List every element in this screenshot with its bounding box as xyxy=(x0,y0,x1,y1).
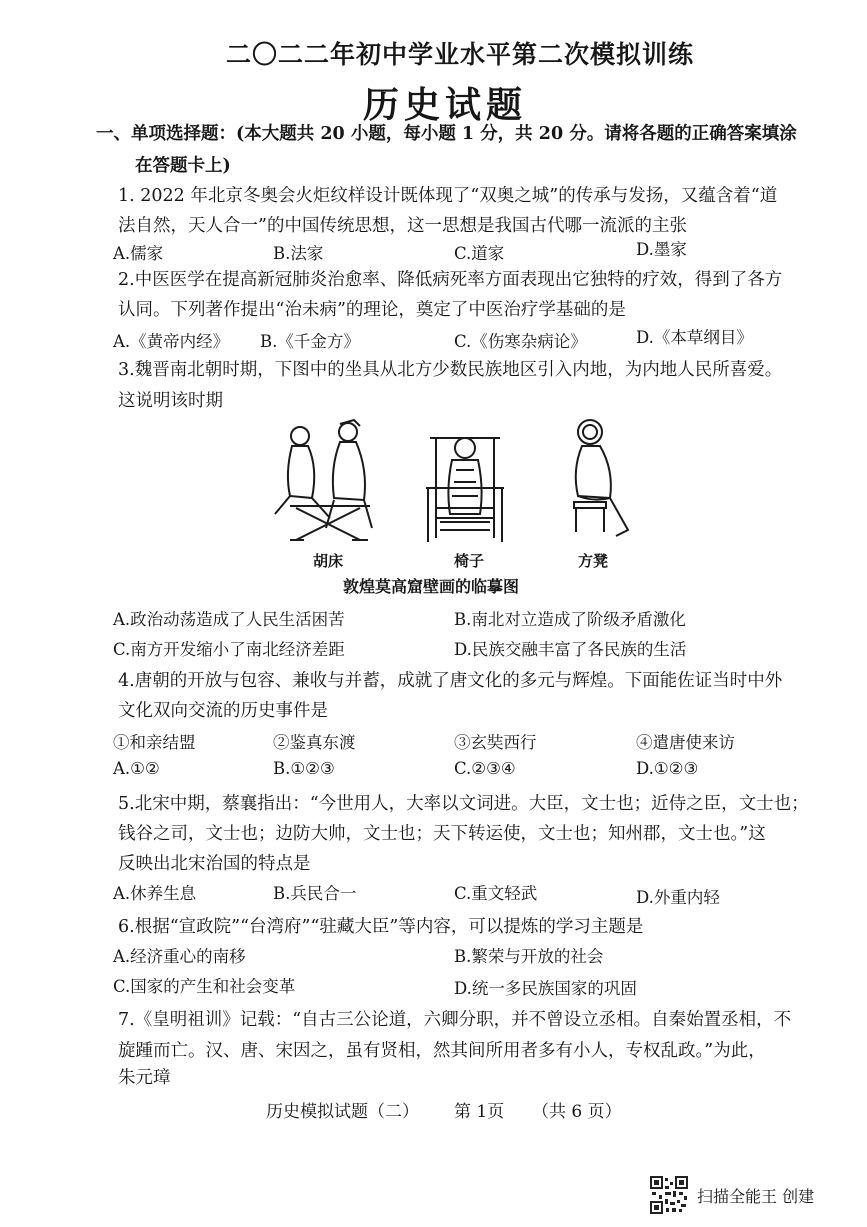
folding-stool-drawing xyxy=(275,420,372,540)
q6-stem: 6.根据“宣政院”“台湾府”“驻藏大臣”等内容，可以提炼的学习主题是 xyxy=(118,917,644,937)
q3-option-c: C.南方开发缩小了南北经济差距 xyxy=(113,640,345,659)
q5-stem-line3: 反映出北宋治国的特点是 xyxy=(118,854,311,874)
q1-option-b: B.法家 xyxy=(273,244,324,263)
q1-stem-line2: 法自然，天人合一”的中国传统思想，这一思想是我国古代哪一流派的主张 xyxy=(118,216,687,236)
q1-option-d: D.墨家 xyxy=(636,240,687,259)
q7-stem-line3: 朱元璋 xyxy=(118,1068,171,1088)
section-heading-line2: 在答题卡上) xyxy=(135,156,231,176)
section-heading: 一、单项选择题：(本大题共 20 小题，每小题 1 分，共 20 分。请将各题的正确答案填涂 xyxy=(96,124,797,144)
q1-stem-line1: 1. 2022 年北京冬奥会火炬纹样设计既体现了“双奥之城”的传承与发扬，又蕴含着“道 xyxy=(118,186,778,206)
q4-item-3: ③玄奘西行 xyxy=(454,733,537,752)
q6-option-b: B.繁荣与开放的社会 xyxy=(454,947,604,966)
q3-stem-line2: 这说明该时期 xyxy=(118,391,223,411)
q5-stem-line1: 5.北宋中期，蔡襄指出：“今世用人，大率以文词进。大臣，文士也；近侍之臣，文士也； xyxy=(118,794,809,814)
figure-label-chair: 椅子 xyxy=(454,552,485,570)
q2-option-b: B.《千金方》 xyxy=(260,332,360,351)
qr-code-icon xyxy=(650,1176,688,1214)
q7-stem-line2: 旋踵而亡。汉、唐、宋因之，虽有贤相，然其间所用者多有小人，专权乱政。”为此， xyxy=(118,1041,766,1061)
q2-option-d: D.《本草纲目》 xyxy=(636,328,753,347)
footer-total-pages: （共 6 页） xyxy=(532,1102,622,1122)
q3-option-a: A.政治动荡造成了人民生活困苦 xyxy=(113,610,345,629)
q4-option-a: A.①② xyxy=(113,759,160,778)
q4-item-1: ①和亲结盟 xyxy=(113,733,196,752)
exam-title: 二〇二二年初中学业水平第二次模拟训练 xyxy=(226,40,695,69)
q2-stem-line1: 2.中医医学在提高新冠肺炎治愈率、降低病死率方面表现出它独特的疗效，得到了各方 xyxy=(118,270,783,290)
q4-stem-line2: 文化双向交流的历史事件是 xyxy=(118,701,328,721)
q1-option-c: C.道家 xyxy=(454,244,505,263)
q4-stem-line1: 4.唐朝的开放与包容、兼收与并蓄，成就了唐文化的多元与辉煌。下面能佐证当时中外 xyxy=(118,671,783,691)
footer-page-number: 第 1页 xyxy=(454,1102,505,1122)
q4-option-d: D.①②③ xyxy=(636,759,699,778)
q5-stem-line2: 钱谷之司，文士也；边防大帅，文士也；天下转运使，文士也；知州郡，文士也。”这 xyxy=(118,824,766,844)
q2-stem-line2: 认同。下列著作提出“治未病”的理论，奠定了中医治疗学基础的是 xyxy=(118,300,626,320)
mural-figure xyxy=(260,418,650,548)
subject-title: 历史试题 xyxy=(363,84,528,126)
square-stool-drawing xyxy=(574,420,628,536)
figure-caption: 敦煌莫高窟壁画的临摹图 xyxy=(343,577,520,596)
q2-option-c: C.《伤寒杂病论》 xyxy=(454,332,587,351)
q2-option-a: A.《黄帝内经》 xyxy=(113,332,230,351)
scanner-watermark: 扫描全能王 创建 xyxy=(697,1187,815,1206)
q5-option-c: C.重文轻武 xyxy=(454,884,538,903)
figure-label-square-stool: 方凳 xyxy=(578,552,609,570)
q3-option-d: D.民族交融丰富了各民族的生活 xyxy=(454,640,687,659)
q4-item-2: ②鉴真东渡 xyxy=(273,733,356,752)
q7-stem-line1: 7.《皇明祖训》记载：“自古三公论道，六卿分职，并不曾设立丞相。自秦始置丞相，不 xyxy=(118,1010,792,1030)
figure-label-hu-chuang: 胡床 xyxy=(313,552,344,570)
q3-option-b: B.南北对立造成了阶级矛盾激化 xyxy=(454,610,686,629)
chair-drawing xyxy=(426,438,504,542)
q5-option-a: A.休养生息 xyxy=(113,884,197,903)
q4-option-b: B.①②③ xyxy=(273,759,335,778)
q6-option-d: D.统一多民族国家的巩固 xyxy=(454,979,637,998)
q6-option-c: C.国家的产生和社会变革 xyxy=(113,977,296,996)
q5-option-d: D.外重内轻 xyxy=(636,888,720,907)
q4-item-4: ④遣唐使来访 xyxy=(636,733,735,752)
q3-stem-line1: 3.魏晋南北朝时期，下图中的坐具从北方少数民族地区引入内地，为内地人民所喜爱。 xyxy=(118,360,783,380)
footer-subject: 历史模拟试题（二） xyxy=(266,1102,419,1122)
q1-option-a: A.儒家 xyxy=(113,244,164,263)
q6-option-a: A.经济重心的南移 xyxy=(113,947,246,966)
q5-option-b: B.兵民合一 xyxy=(273,884,357,903)
q4-option-c: C.②③④ xyxy=(454,759,516,778)
